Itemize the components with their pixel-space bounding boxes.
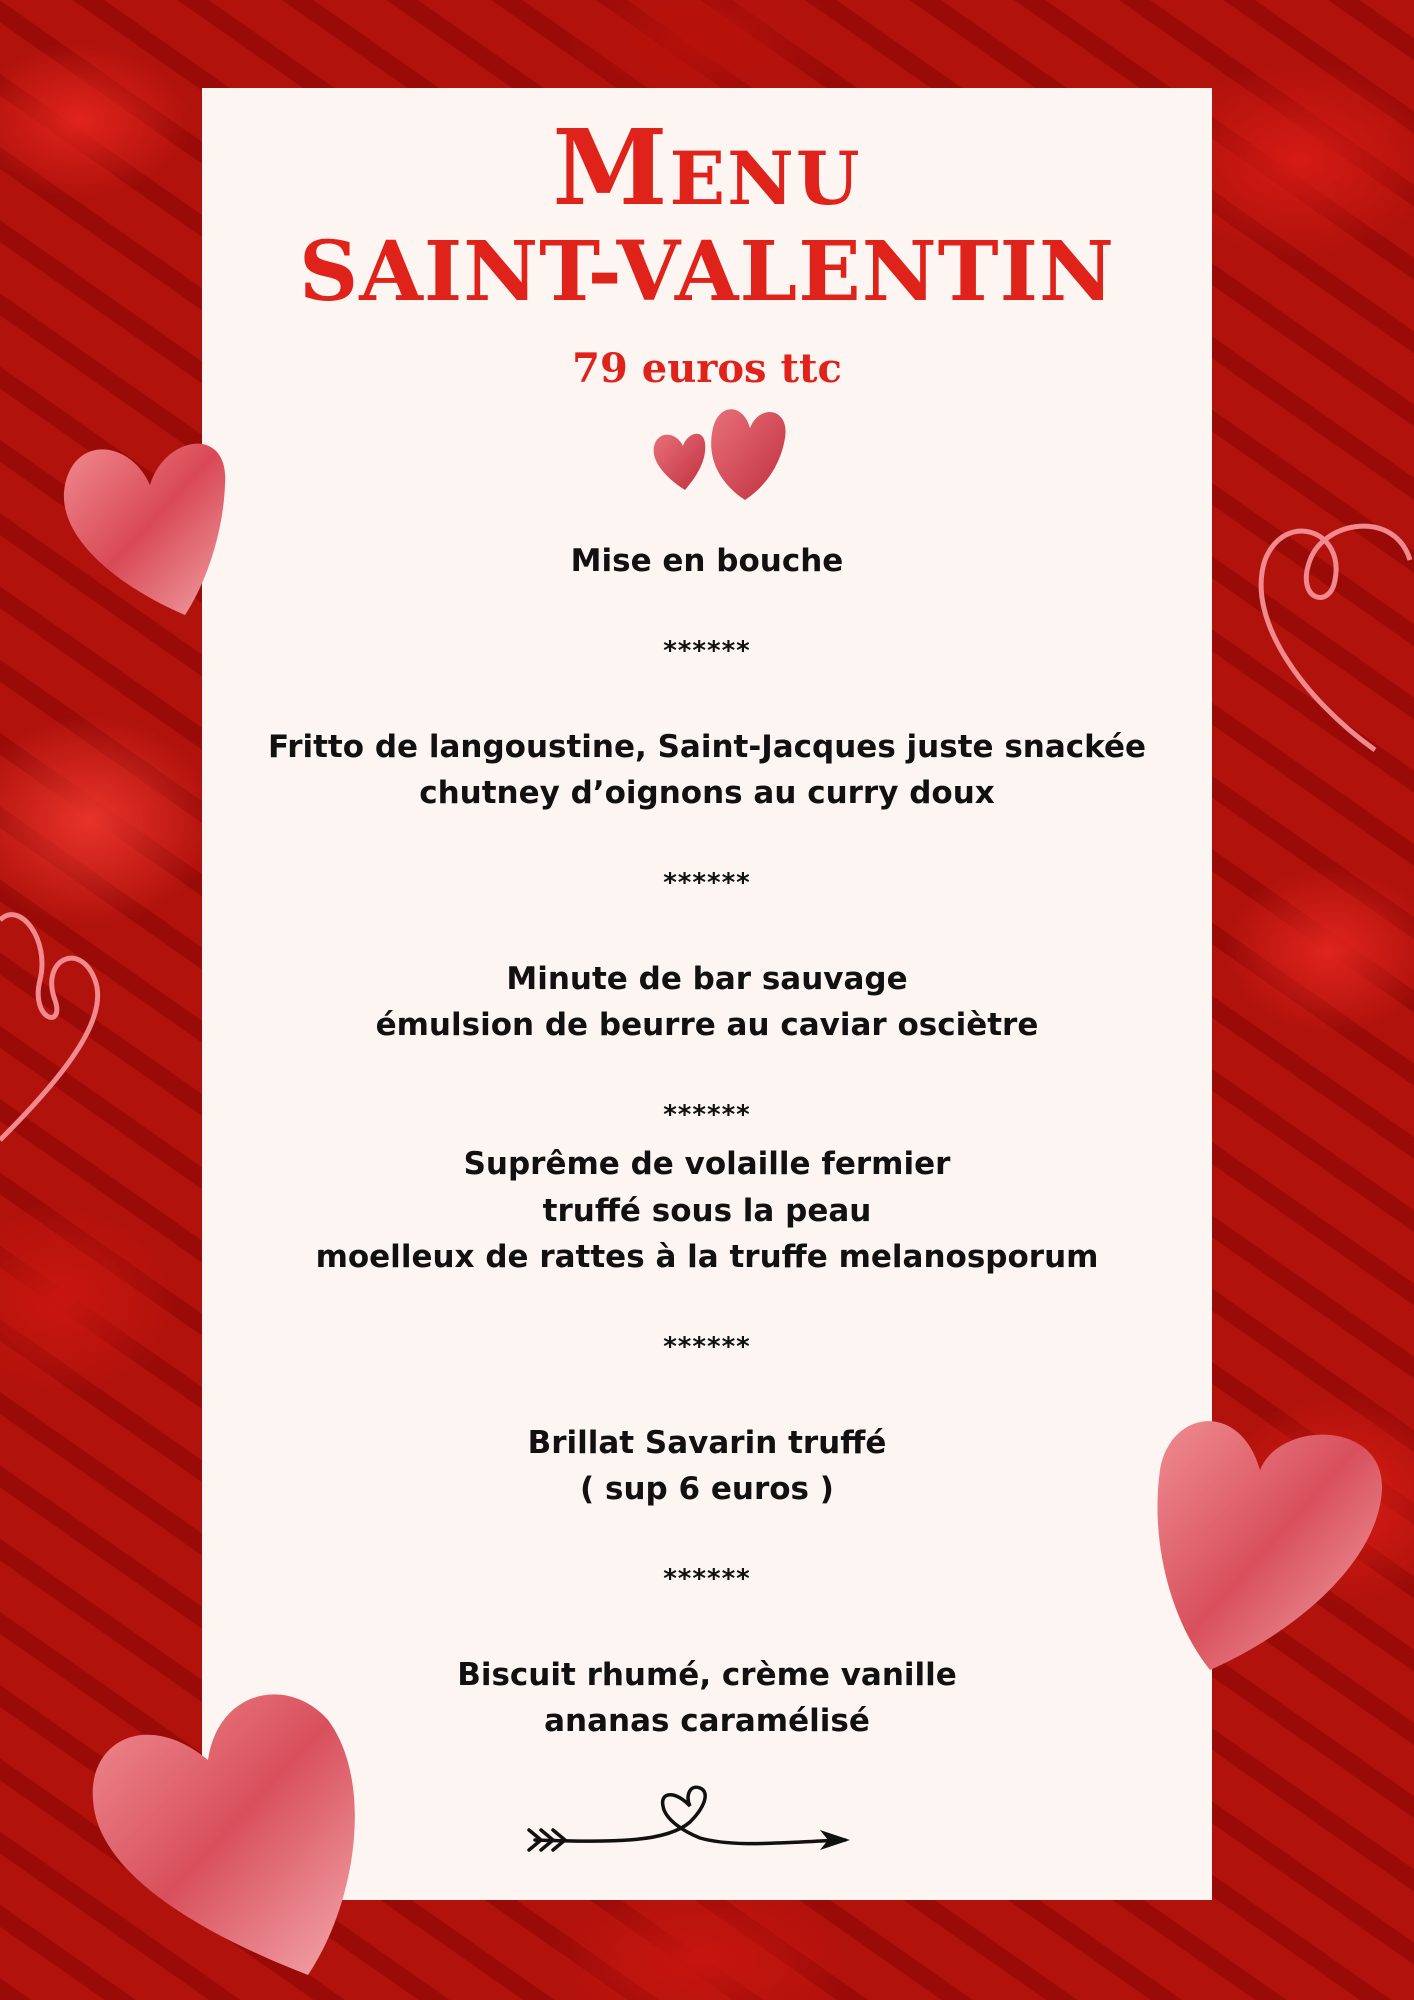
menu-title: Menu [552,106,862,229]
separator: ****** [663,868,751,898]
course-4-line-3: moelleux de rattes à la truffe melanosporum [315,1239,1099,1275]
separator: ****** [663,636,751,666]
course-1-line-1: Mise en bouche [570,543,844,579]
separator: ****** [663,1332,751,1362]
course-5-line-1: Brillat Savarin truffé [527,1425,887,1461]
heart-icon [55,425,235,625]
course-6-line-1: Biscuit rhumé, crème vanille [457,1657,957,1693]
separator: ****** [663,1100,751,1130]
course-2-line-2: chutney d’oignons au curry doux [419,775,995,811]
menu-subtitle: SAINT-VALENTIN [299,224,1115,320]
course-3-line-2: émulsion de beurre au caviar osciètre [375,1007,1039,1043]
course-6-line-2: ananas caramélisé [544,1703,870,1739]
separator: ****** [663,1564,751,1594]
course-5-line-2: ( sup 6 euros ) [580,1471,834,1507]
outline-heart-left-icon [0,900,110,1160]
course-4-line-1: Suprême de volaille fermier [463,1146,951,1182]
heart-icon [645,398,795,503]
course-4-line-2: truffé sous la peau [542,1193,872,1229]
course-2-line-1: Fritto de langoustine, Saint-Jacques juste snackée [268,729,1146,765]
menu-price: 79 euros ttc [572,345,842,392]
outline-heart-right-icon [1225,500,1414,760]
course-3-line-1: Minute de bar sauvage [506,961,908,997]
arrow-heart-icon [525,1782,855,1854]
